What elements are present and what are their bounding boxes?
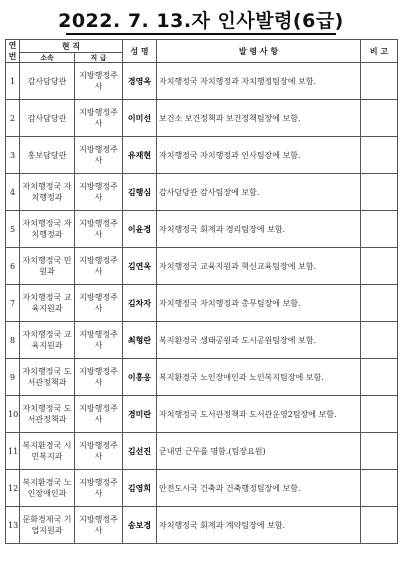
row-dept: 자치행정국 도서관정책과	[20, 396, 75, 433]
row-note	[361, 137, 398, 174]
row-matter: 군내면 근무를 명함.(팀장요원)	[157, 433, 361, 470]
row-matter: 자치행정국 회계과 경리팀장에 보함.	[157, 211, 361, 248]
row-matter: 안전도시국 건축과 건축행정팀장에 보함.	[157, 470, 361, 507]
row-note	[361, 433, 398, 470]
row-name: 김선진	[123, 433, 157, 470]
row-note	[361, 470, 398, 507]
table-row	[6, 248, 398, 285]
row-dept: 문화경제국 기업지원과	[20, 507, 75, 544]
header-matter: 발 령 사 항	[157, 40, 361, 63]
row-note	[361, 211, 398, 248]
row-dept: 자치행정국 자치행정과	[20, 174, 75, 211]
row-name: 김차자	[123, 285, 157, 322]
header-grade: 직 급	[75, 53, 123, 63]
table-row	[6, 322, 398, 359]
row-no: 7	[6, 285, 20, 322]
table-row	[6, 433, 398, 470]
row-grade: 지방행정주사	[75, 507, 123, 544]
row-grade: 지방행정주사	[75, 433, 123, 470]
table-row	[6, 63, 398, 100]
row-matter: 자치행정국 회계과 계약팀장에 보함.	[157, 507, 361, 544]
row-no: 10	[6, 396, 20, 433]
row-dept: 복지환경국 시민복지과	[20, 433, 75, 470]
row-name: 이홍응	[123, 359, 157, 396]
row-note	[361, 174, 398, 211]
row-dept: 감사담당관	[20, 63, 75, 100]
table-row	[6, 211, 398, 248]
row-name: 김행심	[123, 174, 157, 211]
row-name: 이미선	[123, 100, 157, 137]
header-no: 연번	[6, 40, 20, 63]
row-note	[361, 248, 398, 285]
table-row	[6, 396, 398, 433]
title-underline	[66, 33, 336, 35]
row-grade: 지방행정주사	[75, 63, 123, 100]
row-matter: 자치행정국 도서관정책과 도서관운영2팀장에 보함.	[157, 396, 361, 433]
row-no: 2	[6, 100, 20, 137]
row-no: 4	[6, 174, 20, 211]
row-dept: 자치행정국 교육지원과	[20, 285, 75, 322]
table-row	[6, 470, 398, 507]
row-grade: 지방행정주사	[75, 248, 123, 285]
table-row	[6, 359, 398, 396]
row-note	[361, 359, 398, 396]
row-matter: 자치행정국 교육지원과 혁신교육팀장에 보함.	[157, 248, 361, 285]
row-no: 13	[6, 507, 20, 544]
row-grade: 지방행정주사	[75, 100, 123, 137]
table-row	[6, 174, 398, 211]
row-grade: 지방행정주사	[75, 174, 123, 211]
row-grade: 지방행정주사	[75, 137, 123, 174]
row-name: 송보경	[123, 507, 157, 544]
table-row	[6, 507, 398, 544]
row-grade: 지방행정주사	[75, 211, 123, 248]
table-row	[6, 285, 398, 322]
table-row	[6, 100, 398, 137]
row-name: 경미란	[123, 396, 157, 433]
row-note	[361, 63, 398, 100]
row-no: 3	[6, 137, 20, 174]
row-note	[361, 322, 398, 359]
row-no: 5	[6, 211, 20, 248]
row-no: 8	[6, 322, 20, 359]
row-name: 김연옥	[123, 248, 157, 285]
row-name: 유재현	[123, 137, 157, 174]
header-current: 현 직	[20, 40, 123, 53]
row-grade: 지방행정주사	[75, 322, 123, 359]
row-note	[361, 396, 398, 433]
row-no: 9	[6, 359, 20, 396]
row-dept: 감사담당관	[20, 100, 75, 137]
header-name: 성 명	[123, 40, 157, 63]
row-dept: 자치행정국 민원과	[20, 248, 75, 285]
row-no: 6	[6, 248, 20, 285]
row-matter: 감사담당관 감사팀장에 보함.	[157, 174, 361, 211]
row-matter: 보건소 보건정책과 보건정책팀장에 보함.	[157, 100, 361, 137]
row-dept: 자치행정국 교육지원과	[20, 322, 75, 359]
row-matter: 자치행정국 자치행정과 인사팀장에 보함.	[157, 137, 361, 174]
appointment-table	[5, 39, 398, 544]
row-dept: 홍보담당관	[20, 137, 75, 174]
row-matter: 자치행정국 자치행정과 총무팀장에 보함.	[157, 285, 361, 322]
row-grade: 지방행정주사	[75, 359, 123, 396]
row-dept: 자치행정국 도서관정책과	[20, 359, 75, 396]
header-dept: 소속	[20, 53, 75, 63]
row-note	[361, 507, 398, 544]
table-row	[6, 137, 398, 174]
row-no: 11	[6, 433, 20, 470]
row-name: 최형란	[123, 322, 157, 359]
row-grade: 지방행정주사	[75, 470, 123, 507]
row-note	[361, 285, 398, 322]
row-dept: 복지환경국 노인장애인과	[20, 470, 75, 507]
row-matter: 복지환경국 노인장애인과 노인복지팀장에 보함.	[157, 359, 361, 396]
row-no: 12	[6, 470, 20, 507]
row-grade: 지방행정주사	[75, 396, 123, 433]
row-matter: 복지환경국 생태공원과 도시공원팀장에 보함.	[157, 322, 361, 359]
row-note	[361, 100, 398, 137]
header-note: 비 고	[361, 40, 398, 63]
row-name: 김영희	[123, 470, 157, 507]
row-matter: 자치행정국 자치행정과 자치행정팀장에 보함.	[157, 63, 361, 100]
row-name: 경영옥	[123, 63, 157, 100]
row-name: 이윤경	[123, 211, 157, 248]
row-no: 1	[6, 63, 20, 100]
row-grade: 지방행정주사	[75, 285, 123, 322]
row-dept: 자치행정국 자치행정과	[20, 211, 75, 248]
page-title: 2022. 7. 13.자 인사발령(6급)	[58, 10, 344, 32]
